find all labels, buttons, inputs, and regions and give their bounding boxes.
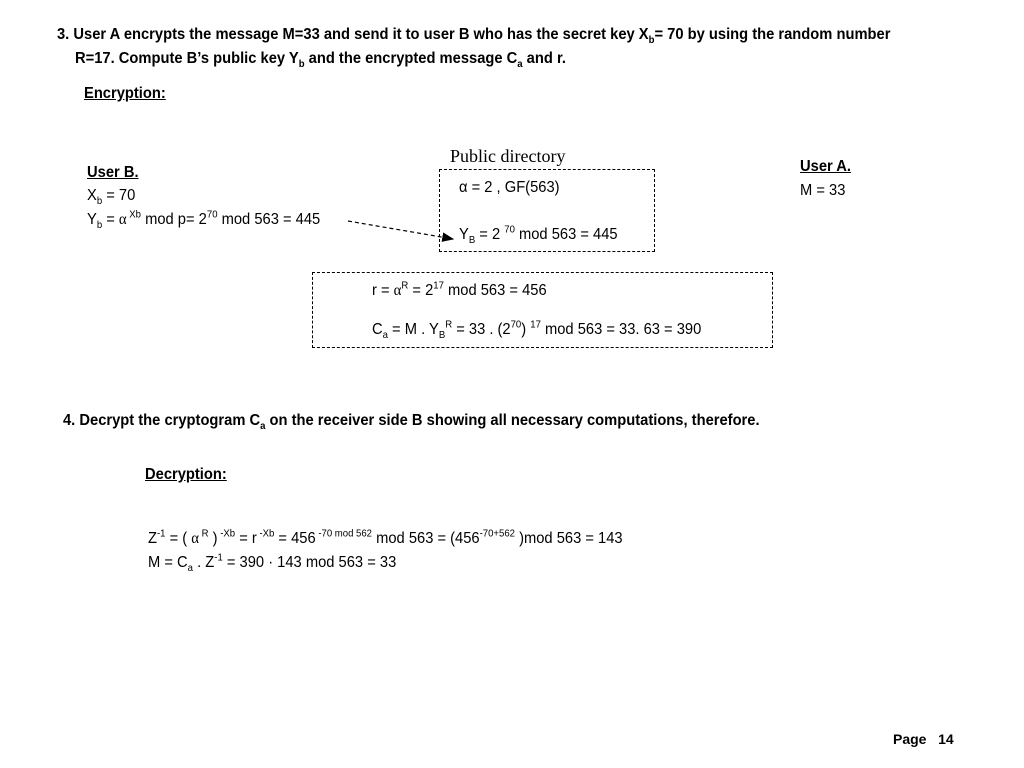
question-4: 4. Decrypt the cryptogram $C_a$ on the receiver side B showing all necessary computations, therefore. — [63, 412, 760, 433]
page-label: Page — [893, 731, 927, 747]
encryption-heading: Encryption: — [84, 85, 166, 102]
user-a-message: M = 33 — [800, 182, 846, 199]
question-3-number: 3. — [57, 26, 70, 43]
alpha-symbol: α — [393, 282, 402, 299]
ca-computation: $C_a = M$ . $Y_B^R = 33$ . $(2^{70})$ $^{17}$ mod 563 = 33. 63 = 390 — [372, 319, 702, 342]
user-a-title: User A. — [800, 158, 852, 175]
user-b-public-key: $Y_b = \alpha$ $^{Xb}$ mod $p= 2^{70}$ mod 563 = 445 — [87, 209, 321, 232]
arrow-line — [348, 221, 453, 239]
user-b-title: User B. — [87, 164, 139, 181]
user-b-secret-key: $X_b = 70$ — [87, 187, 136, 208]
decryption-heading: Decryption: — [145, 466, 227, 483]
question-3-line-2: R=17. Compute B’s public key $Y_b$ and the encrypted message $C_a$ and r. — [75, 50, 566, 71]
page-number: 14 — [938, 731, 954, 747]
question-3-line-1: 3. User A encrypts the message M=33 and send it to user B who has the secret key $X_b= 70$ by using the random number — [57, 26, 891, 47]
public-directory-alpha: α = 2 , GF(563) — [459, 179, 560, 196]
public-directory-label: Public directory — [450, 146, 566, 166]
alpha-symbol: α — [191, 530, 200, 547]
z-computation: $Z^{-1}$ = ( α $^R$ ) $^{-Xb}$ = r $^{-Xb}$ = 456 $^{-70 mod 562}$ mod $563 = (456^{-70+562}$ )mod 563 = 143 — [148, 528, 623, 547]
public-directory-yb: $Y_B = 2$ $^{70}$ mod 563 = 445 — [459, 224, 618, 247]
alpha-symbol: α — [118, 211, 127, 228]
question-4-number: 4. — [63, 412, 76, 429]
m-computation: $M = C_a$ . $Z^{-1} = 390 \cdot 143$ mod 563 = 33 — [148, 552, 397, 575]
page-footer — [893, 731, 954, 747]
r-computation: $r = \alpha^R = 2^{17}$ mod 563 = 456 — [372, 280, 547, 299]
